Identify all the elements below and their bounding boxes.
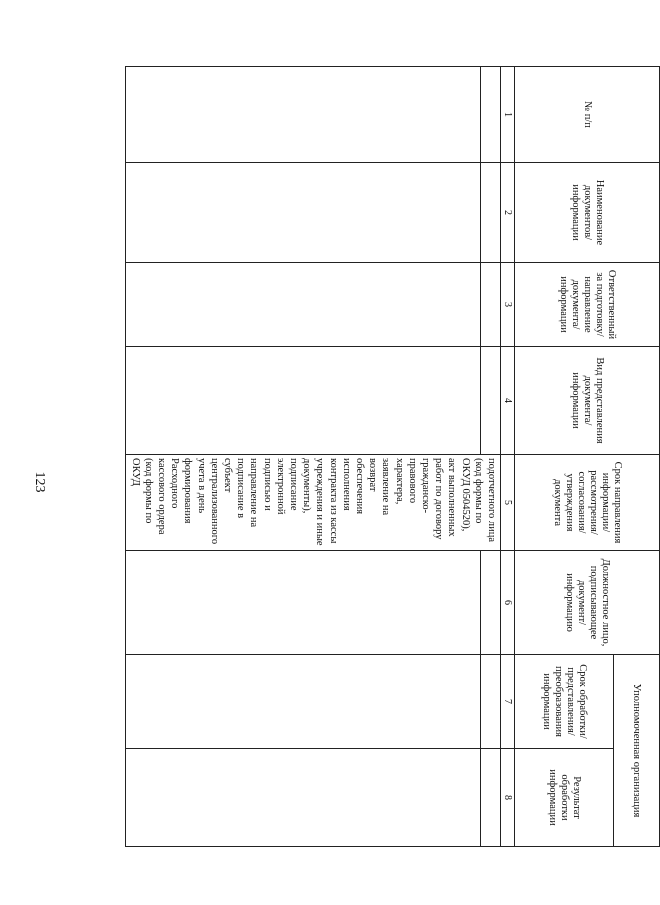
row-cell-col-1: [481, 67, 501, 163]
header-col-2: Наименование документов/ информации: [515, 163, 660, 263]
column-number-5: 5: [501, 455, 515, 551]
row-cell-col-4: [481, 347, 501, 455]
row-cell-col-4-lower: [126, 347, 481, 455]
header-col-7: Срок обработки/ представления/ преобразования информации: [515, 655, 614, 749]
row-cell-col-6-lower: [126, 551, 481, 655]
header-col-4: Вид представления документа/ информации: [515, 347, 660, 455]
row-cell-col-3-lower: [126, 263, 481, 347]
column-number-4: 4: [501, 347, 515, 455]
header-col-8: Результат обработки информации: [515, 749, 614, 847]
row-cell-col-2: [481, 163, 501, 263]
document-table: [125, 66, 660, 847]
row-cell-col-5-text: подотчетного лица (код формы по ОКУД 0504520), акт выполненных работ по договору гражданско-правового характера, заявление на возврат обеспечения исполнения контракта из кассы учреждения и иные документы), подписание электронной подписью и направление на подписание в субъект централизованного учета в день формирования Расходного кассового ордера (код формы по ОКУД: [126, 455, 501, 551]
page-number: 123: [32, 471, 47, 493]
header-col-5: Срок направления информации/ рассмотрения/ согласования/ утверждения документа: [515, 455, 660, 551]
rotated-table-container: [129, 66, 660, 846]
header-group-authorized: Уполномоченная организация: [614, 655, 660, 847]
row-cell-col-1-lower: [126, 67, 481, 163]
row-cell-col-6: [481, 551, 501, 655]
row-cell-col-2-lower: [126, 163, 481, 263]
column-number-1: 1: [501, 67, 515, 163]
header-col-3: Ответственный за подготовку/ направление документа/ информации: [515, 263, 660, 347]
header-col-6: Должностное лицо, подписывающее документ/ информацию: [515, 551, 660, 655]
column-number-7: 7: [501, 655, 515, 749]
row-cell-col-7-lower: [126, 655, 481, 749]
column-number-3: 3: [501, 263, 515, 347]
column-number-2: 2: [501, 163, 515, 263]
header-col-1: № п/п: [515, 67, 660, 163]
row-cell-col-8: [481, 749, 501, 847]
column-number-8: 8: [501, 749, 515, 847]
row-cell-col-8-lower: [126, 749, 481, 847]
column-number-6: 6: [501, 551, 515, 655]
row-cell-col-3: [481, 263, 501, 347]
row-cell-col-7: [481, 655, 501, 749]
